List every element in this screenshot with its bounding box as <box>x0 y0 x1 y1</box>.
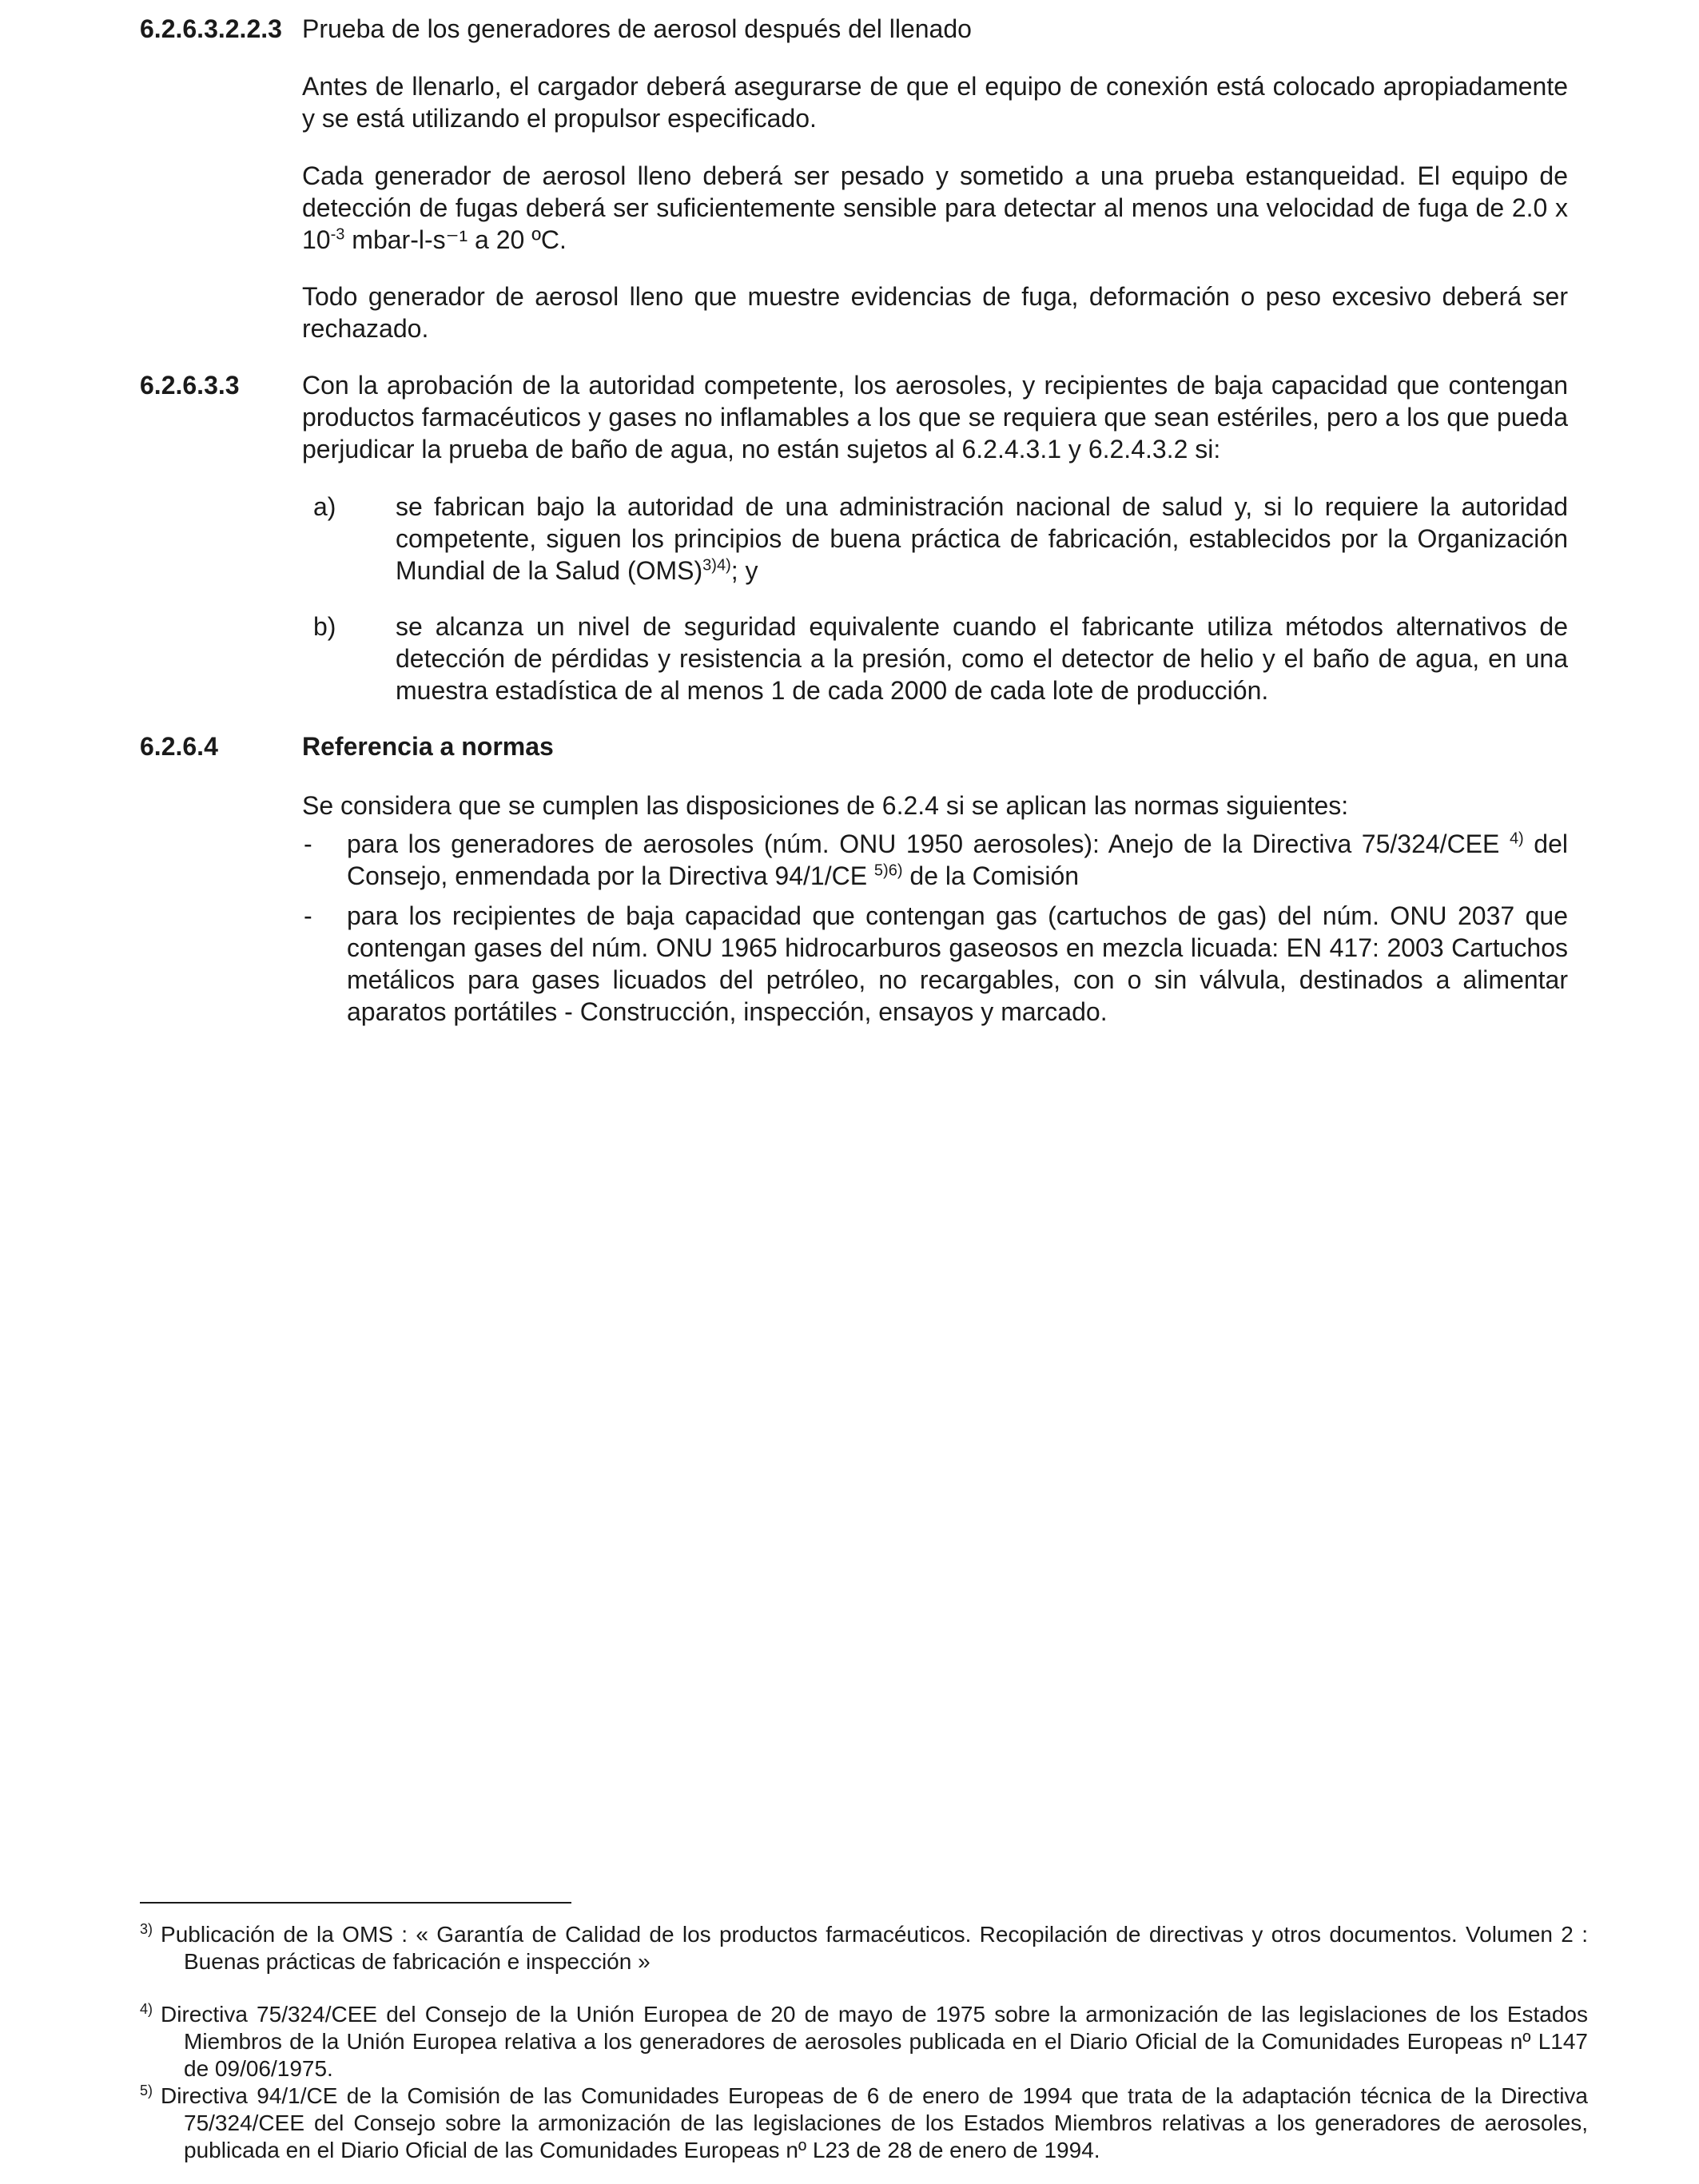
footnote-3 <box>140 1921 1588 1975</box>
bullet-aerosoles-text-3: de la Comisión <box>902 861 1080 890</box>
section-heading-referencia-normas: Referencia a normas <box>302 732 554 761</box>
footnote-3-mark: 3) <box>140 1920 153 1937</box>
exponent: -3 <box>330 225 345 244</box>
bullet-aerosoles-text: para los generadores de aerosoles (núm. ONU 1950 aerosoles): Anejo de la Directiva 75/324/CEE <box>347 829 1510 858</box>
paragraph-cada-generador-text: Cada generador de aerosol lleno deberá ser pesado y sometido a una prueba estanqueidad. El equipo de detección de fugas deberá ser suficientemente sensible para detectar al menos una velocidad de fuga de 2.0 x 10 <box>302 161 1568 254</box>
paragraph-cada-generador <box>302 160 1568 256</box>
list-item-b-label: b) <box>313 612 336 641</box>
footnote-5-text: Directiva 94/1/CE de la Comisión de las Comunidades Europeas de 6 de enero de 1994 que trata de la adaptación técnica de la Directiva 75/324/CEE del Consejo sobre la armonización de las legislaciones de los Estados Miembros relativas a los generadores de aerosoles, publicada en el Diario Oficial de las Comunidades Europeas nº L23 de 28 de enero de 1994. <box>161 2083 1588 2162</box>
section-number-6-2-6-3-3: 6.2.6.3.3 <box>140 371 240 400</box>
bullet-dash-1: - <box>304 829 312 858</box>
paragraph-todo-generador: Todo generador de aerosol lleno que muestre evidencias de fuga, deformación o peso excesivo deberá ser rechazado. <box>302 282 1568 343</box>
footnote-ref-4: 4) <box>1509 829 1524 848</box>
footnote-ref-3-4: 3)4) <box>702 556 731 575</box>
list-item-a-text <box>396 491 1568 587</box>
paragraph-antes-de-llenarlo: Antes de llenarlo, el cargador deberá asegurarse de que el equipo de conexión está colocado apropiadamente y se está utilizando el propulsor especificado. <box>302 72 1568 133</box>
paragraph-cada-generador-tail: mbar-l-s⁻¹ a 20 ºC. <box>344 225 567 254</box>
bullet-cartuchos-gas: para los recipientes de baja capacidad que contengan gas (cartuchos de gas) del núm. ONU 2037 que contengan gases del núm. ONU 1965 hidrocarburos gaseosos en mezcla licuada: EN 417: 2003 Cartuchos metálicos para gases licuados del petróleo, no recargables, con o sin válvula, destinados a alimentar aparatos portátiles - Construcción, inspección, ensayos y marcado. <box>347 901 1568 1026</box>
footnote-ref-5-6: 5)6) <box>873 861 903 880</box>
list-item-a-body: se fabrican bajo la autoridad de una administración nacional de salud y, si lo requiere la autoridad competente, siguen los principios de buena práctica de fabricación, establecidos por la Organización Mundial de la Salud (OMS) <box>396 492 1568 585</box>
bullet-dash-2: - <box>304 901 312 930</box>
footnote-separator <box>140 1902 571 1904</box>
footnote-3-text: Publicación de la OMS : « Garantía de Calidad de los productos farmacéuticos. Recopilación de directivas y otros documentos. Volumen 2 : Buenas prácticas de fabricación e inspección » <box>161 1922 1588 1974</box>
paragraph-se-considera: Se considera que se cumplen las disposiciones de 6.2.4 si se aplican las normas siguientes: <box>302 791 1349 820</box>
footnote-5-mark: 5) <box>140 2082 153 2098</box>
footnote-4 <box>140 2001 1588 2083</box>
section-title-6-2-6-3-2-2-3: Prueba de los generadores de aerosol después del llenado <box>302 14 972 43</box>
footnote-5 <box>140 2083 1588 2164</box>
list-item-a-label: a) <box>313 492 336 521</box>
list-item-a-tail: ; y <box>730 556 758 585</box>
footnote-4-mark: 4) <box>140 2000 153 2017</box>
section-number-6-2-6-3-2-2-3: 6.2.6.3.2.2.3 <box>140 14 282 43</box>
paragraph-aprobacion-autoridad: Con la aprobación de la autoridad competente, los aerosoles, y recipientes de baja capacidad que contengan productos farmacéuticos y gases no inflamables a los que se requiera que sean estériles, pero a los que pueda perjudicar la prueba de baño de agua, no están sujetos al 6.2.4.3.1 y 6.2.4.3.2 si: <box>302 371 1568 463</box>
section-number-6-2-6-4: 6.2.6.4 <box>140 732 218 761</box>
bullet-aerosoles-text-2: del Consejo, enmendada por la Directiva 94/1/CE <box>347 829 1569 890</box>
list-item-b-text: se alcanza un nivel de seguridad equivalente cuando el fabricante utiliza métodos alternativos de detección de pérdidas y resistencia a la presión, como el detector de helio y el baño de agua, en una muestra estadística de al menos 1 de cada 2000 de cada lote de producción. <box>396 612 1568 705</box>
bullet-aerosoles <box>347 828 1568 892</box>
footnote-4-text: Directiva 75/324/CEE del Consejo de la Unión Europea de 20 de mayo de 1975 sobre la armonización de las legislaciones de los Estados Miembros de la Unión Europea relativa a los generadores de aerosoles publicada en el Diario Oficial de la Comunidades Europeas nº L147 de 09/06/1975. <box>161 2002 1588 2081</box>
